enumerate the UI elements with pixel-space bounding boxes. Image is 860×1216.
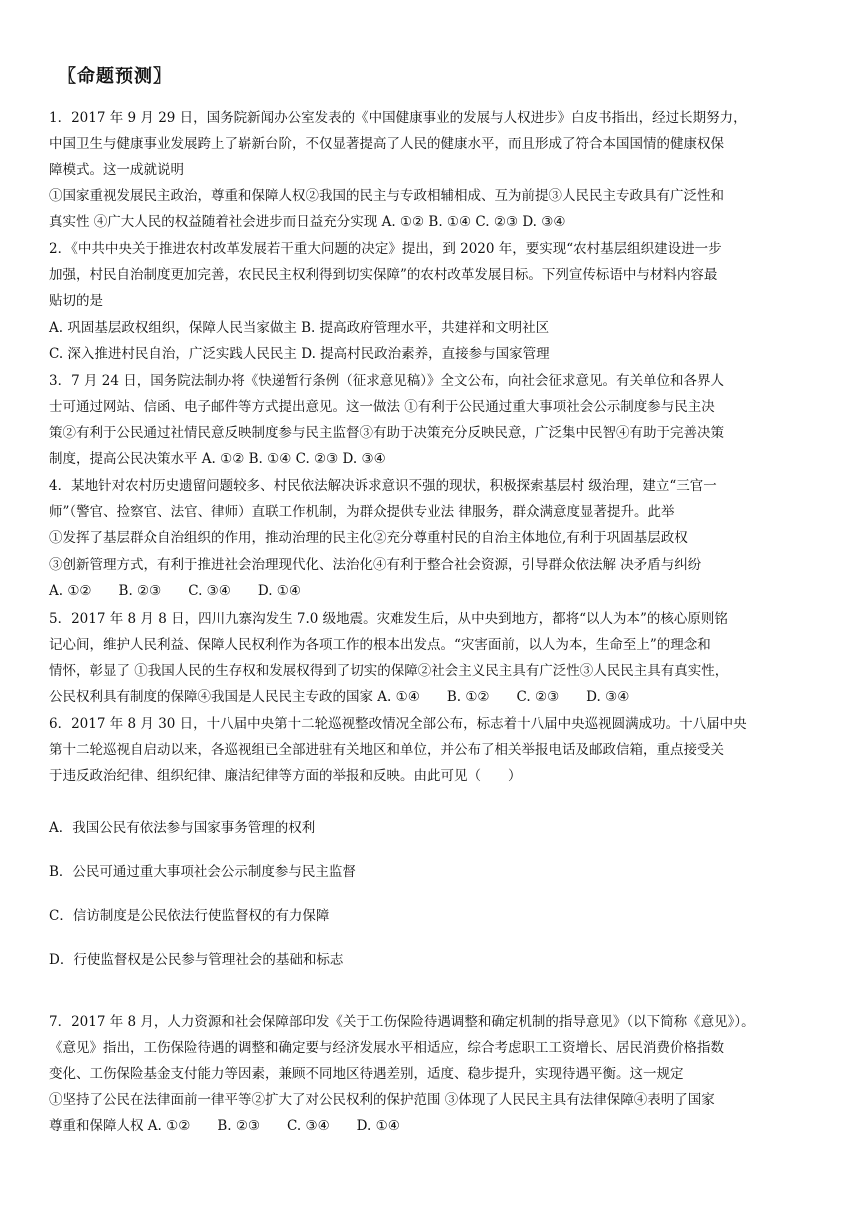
q6-option-c: C．信访制度是公民依法行使监督权的有力保障 bbox=[49, 908, 330, 924]
q6-line-1: 6．2017 年 8 月 30 日，十八届中央第十二轮巡视整改情况全部公布，标志着十八届中央巡视圆满成功。十八届中央 bbox=[49, 716, 747, 732]
q3-line-2: 士可通过网站、信函、电子邮件等方式提出意见。这一做法 ①有利于公民通过重大事项社会公示制度参与民主决 bbox=[49, 399, 715, 415]
q2-line-1: 2．《中共中央关于推进农村改革发展若干重大问题的决定》提出，到 2020 年，要实现“农村基层组织建设进一步 bbox=[49, 241, 722, 257]
q2-line-3: 贴切的是 bbox=[49, 293, 103, 309]
q2-line-2: 加强，村民自治制度更加完善，农民民主权利得到切实保障”的农村改革发展目标。下列宣传标语中与材料内容最 bbox=[49, 267, 718, 283]
q2-option-ab: A. 巩固基层政权组织，保障人民当家做主 B. 提高政府管理水平，共建祥和文明社区 bbox=[49, 320, 550, 336]
q4-line-2: 师”（警官、捡察官、法官、律师）直联工作机制，为群众提供专业法 律服务，群众满意度显著提升。此举 bbox=[49, 504, 675, 520]
q6-option-b: B．公民可通过重大事项社会公示制度参与民主监督 bbox=[49, 864, 356, 880]
q1-line-4: ①国家重视发展民主政治，尊重和保障人权②我国的民主与专政相辅相成、互为前提③人民民主专政具有广泛性和 bbox=[49, 188, 724, 204]
q4-options: A. ①② B. ②③ C. ③④ D. ①④ bbox=[49, 583, 302, 599]
q4-line-1: 4．某地针对农村历史遗留问题较多、村民依法解决诉求意识不强的现状，积极探索基层村 级治理，建立“三官一 bbox=[49, 478, 717, 494]
q5-line-4: 公民权利具有制度的保障④我国是人民民主专政的国家 A. ①④ B. ①② C. ②③ D. ③④ bbox=[49, 689, 630, 705]
q5-line-2: 记心间，维护人民利益、保障人民权利作为各项工作的根本出发点。“灾害面前，以人为本，生命至上”的理念和 bbox=[49, 637, 711, 653]
q4-line-4: ③创新管理方式，有利于推进社会治理现代化、法治化④有利于整合社会资源，引导群众依法解 决矛盾与纠纷 bbox=[49, 557, 702, 573]
q1-line-5: 真实性 ④广大人民的权益随着社会进步而日益充分实现 A. ①② B. ①④ C. ②③ D. ③④ bbox=[49, 214, 566, 230]
q3-line-1: 3．7 月 24 日，国务院法制办将《快递暂行条例（征求意见稿）》全文公布，向社会征求意见。有关单位和各界人 bbox=[49, 373, 724, 389]
q5-line-3: 情怀，彰显了 ①我国人民的生存权和发展权得到了切实的保障②社会主义民主具有广泛性③人民民主具有真实性， bbox=[49, 663, 729, 679]
q6-option-d: D．行使监督权是公民参与管理社会的基础和标志 bbox=[49, 952, 344, 968]
q6-line-2: 第十二轮巡视自启动以来，各巡视组已全部进驻有关地区和单位，并公布了相关举报电话及邮政信箱，重点接受关 bbox=[49, 742, 724, 758]
q2-option-cd: C. 深入推进村民自治，广泛实践人民民主 D. 提高村民政治素养，直接参与国家管理 bbox=[49, 346, 550, 362]
q5-line-1: 5．2017 年 8 月 8 日，四川九寨沟发生 7.0 级地震。灾难发生后，从中央到地方，都将“以人为本”的核心原则铭 bbox=[49, 611, 728, 627]
section-heading: 〖命题预测〗 bbox=[58, 66, 172, 87]
q7-line-3: 变化、工伤保险基金支付能力等因素，兼顾不同地区待遇差别，适度、稳步提升，实现待遇平衡。这一规定 bbox=[49, 1066, 684, 1082]
q7-line-2: 《意见》指出，工伤保险待遇的调整和确定要与经济发展水平相适应，综合考虑职工工资增长、居民消费价格指数 bbox=[49, 1040, 724, 1056]
q1-line-3: 障模式。这一成就说明 bbox=[49, 162, 184, 178]
q1-line-1: 1．2017 年 9 月 29 日，国务院新闻办公室发表的《中国健康事业的发展与人权进步》白皮书指出，经过长期努力， bbox=[49, 110, 747, 126]
q7-line-4: ①坚持了公民在法律面前一律平等②扩大了对公民权利的保护范围 ③体现了人民民主具有法律保障④表明了国家 bbox=[49, 1092, 715, 1108]
q4-line-3: ①发挥了基层群众自治组织的作用，推动治理的民主化②充分尊重村民的自治主体地位,有利于巩固基层政权 bbox=[49, 530, 688, 546]
q6-line-3: 于违反政治纪律、组织纪律、廉洁纪律等方面的举报和反映。由此可见（ ） bbox=[49, 768, 522, 784]
q7-line-1: 7．2017 年 8 月，人力资源和社会保障部印发《关于工伤保险待遇调整和确定机制的指导意见》（以下简称《意见》）。 bbox=[49, 1014, 755, 1030]
q7-line-5: 尊重和保障人权 A. ①② B. ②③ C. ③④ D. ①④ bbox=[49, 1118, 400, 1134]
q3-line-3: 策②有利于公民通过社情民意反映制度参与民主监督③有助于决策充分反映民意，广泛集中民智④有助于完善决策 bbox=[49, 425, 724, 441]
q6-option-a: A．我国公民有依法参与国家事务管理的权利 bbox=[49, 820, 316, 836]
q3-line-4: 制度，提高公民决策水平 A. ①② B. ①④ C. ②③ D. ③④ bbox=[49, 451, 386, 467]
q1-line-2: 中国卫生与健康事业发展跨上了崭新台阶，不仅显著提高了人民的健康水平，而且形成了符合本国国情的健康权保 bbox=[49, 136, 724, 152]
